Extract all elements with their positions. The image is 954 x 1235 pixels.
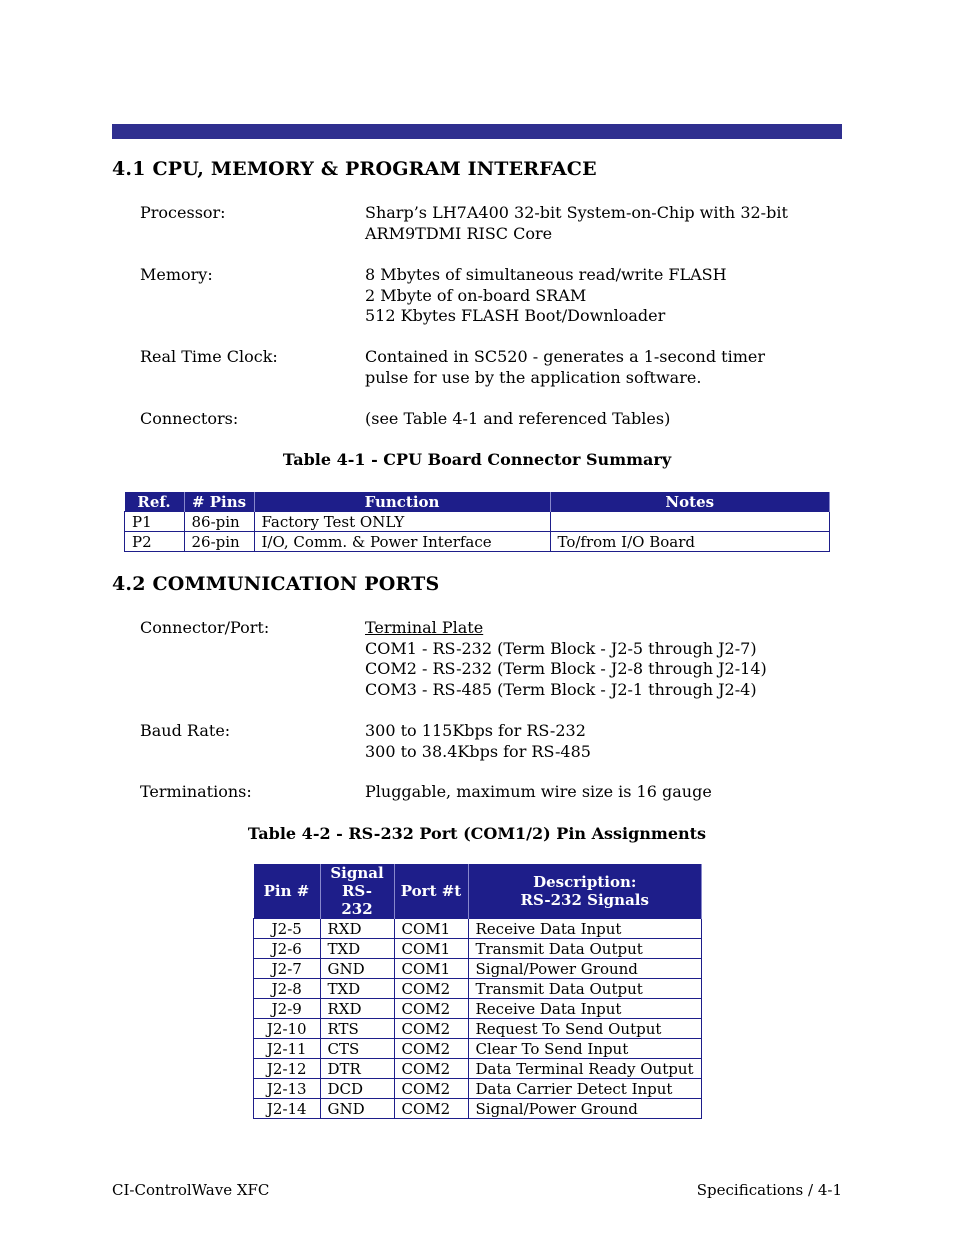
section-heading-4-1: 4.1 CPU, MEMORY & PROGRAM INTERFACE (112, 158, 597, 180)
cell-signal: GND (320, 959, 394, 979)
column-header-function: Function (254, 492, 550, 512)
spec-value-line: 512 Kbytes FLASH Boot/Downloader (365, 306, 666, 325)
table-row (254, 919, 702, 939)
cell-description: Request To Send Output (468, 1019, 702, 1039)
cell-signal: TXD (320, 939, 394, 959)
spec-value-line: Pluggable, maximum wire size is 16 gauge (365, 782, 712, 801)
column-header-pin: Pin # (254, 864, 321, 919)
cell-port: COM2 (394, 979, 468, 999)
spec-value-line: Sharp’s LH7A400 32-bit System-on-Chip with 32-bit (365, 203, 788, 222)
column-header-notes: Notes (550, 492, 830, 512)
spec-value-line: COM2 - RS-232 (Term Block - J2-8 through J2-14) (365, 659, 767, 678)
cell-ref: P1 (125, 512, 185, 532)
cell-description: Transmit Data Output (468, 979, 702, 999)
cell-port: COM2 (394, 1019, 468, 1039)
table-row (254, 979, 702, 999)
table-header-row (125, 492, 830, 512)
cell-pins: 26-pin (184, 532, 254, 552)
cell-description: Signal/Power Ground (468, 1099, 702, 1119)
footer-right: Specifications / 4-1 (696, 1181, 842, 1199)
cell-pin: J2-8 (254, 979, 321, 999)
spec-label: Connectors: (140, 409, 239, 428)
cell-signal: DTR (320, 1059, 394, 1079)
spec-label: Memory: (140, 265, 213, 284)
cell-ref: P2 (125, 532, 185, 552)
cell-signal: GND (320, 1099, 394, 1119)
cell-notes (550, 512, 830, 532)
cell-description: Data Terminal Ready Output (468, 1059, 702, 1079)
cell-description: Clear To Send Input (468, 1039, 702, 1059)
spec-value-line: 8 Mbytes of simultaneous read/write FLASH (365, 265, 727, 284)
cell-pin: J2-9 (254, 999, 321, 1019)
table-row (254, 959, 702, 979)
spec-label: Processor: (140, 203, 226, 222)
cell-signal: RXD (320, 999, 394, 1019)
cell-signal: DCD (320, 1079, 394, 1099)
table-header-row (254, 864, 702, 919)
cell-pin: J2-12 (254, 1059, 321, 1079)
column-header-pins: # Pins (184, 492, 254, 512)
column-header-ref: Ref. (125, 492, 185, 512)
table-row (254, 1059, 702, 1079)
cell-pin: J2-14 (254, 1099, 321, 1119)
table-row (254, 999, 702, 1019)
footer-left: CI-ControlWave XFC (112, 1181, 270, 1199)
spec-value-line: COM1 - RS-232 (Term Block - J2-5 through J2-7) (365, 638, 757, 658)
spec-value-line: (see Table 4-1 and referenced Tables) (365, 409, 671, 428)
pin-assignment-table (253, 864, 702, 1119)
cell-signal: RTS (320, 1019, 394, 1039)
cell-function: I/O, Comm. & Power Interface (254, 532, 550, 552)
section-header-bar (112, 124, 842, 139)
cell-pin: J2-11 (254, 1039, 321, 1059)
spec-label: Baud Rate: (140, 721, 231, 740)
cell-description: Receive Data Input (468, 919, 702, 939)
cell-description: Signal/Power Ground (468, 959, 702, 979)
column-header-description: Description: RS-232 Signals (468, 864, 702, 919)
cell-port: COM1 (394, 939, 468, 959)
cell-description: Receive Data Input (468, 999, 702, 1019)
cell-pins: 86-pin (184, 512, 254, 532)
spec-label: Real Time Clock: (140, 347, 278, 366)
table-row (254, 939, 702, 959)
spec-value-line: pulse for use by the application software. (365, 367, 702, 387)
column-header-signal: Signal RS-232 (320, 864, 394, 919)
cell-port: COM1 (394, 919, 468, 939)
cell-pin: J2-6 (254, 939, 321, 959)
spec-value-line: COM3 - RS-485 (Term Block - J2-1 through J2-4) (365, 679, 757, 699)
table-row (254, 1039, 702, 1059)
cell-signal: RXD (320, 919, 394, 939)
table-row (254, 1099, 702, 1119)
cell-port: COM1 (394, 959, 468, 979)
cell-port: COM2 (394, 1039, 468, 1059)
spec-label: Terminations: (140, 782, 252, 801)
cell-description: Transmit Data Output (468, 939, 702, 959)
table-row (254, 1079, 702, 1099)
cell-port: COM2 (394, 1059, 468, 1079)
spec-value-title: Terminal Plate (365, 618, 484, 637)
cell-pin: J2-5 (254, 919, 321, 939)
spec-label: Connector/Port: (140, 618, 270, 637)
column-header-port: Port #t (394, 864, 468, 919)
spec-value-line: 300 to 115Kbps for RS-232 (365, 721, 586, 740)
spec-value-line: 2 Mbyte of on-board SRAM (365, 285, 587, 305)
cell-signal: TXD (320, 979, 394, 999)
cell-pin: J2-13 (254, 1079, 321, 1099)
connector-summary-table (124, 492, 830, 552)
spec-value-line: 300 to 38.4Kbps for RS-485 (365, 741, 591, 761)
cell-signal: CTS (320, 1039, 394, 1059)
cell-notes: To/from I/O Board (550, 532, 830, 552)
cell-port: COM2 (394, 999, 468, 1019)
table-caption-4-2: Table 4-2 - RS-232 Port (COM1/2) Pin Assignments (247, 824, 707, 843)
cell-port: COM2 (394, 1079, 468, 1099)
spec-value-line: ARM9TDMI RISC Core (365, 223, 553, 243)
cell-description: Data Carrier Detect Input (468, 1079, 702, 1099)
table-row (254, 1019, 702, 1039)
table-row (125, 532, 830, 552)
table-caption-4-1: Table 4-1 - CPU Board Connector Summary (282, 450, 672, 469)
section-heading-4-2: 4.2 COMMUNICATION PORTS (112, 573, 440, 595)
cell-port: COM2 (394, 1099, 468, 1119)
table-row (125, 512, 830, 532)
cell-function: Factory Test ONLY (254, 512, 550, 532)
spec-value-line: Contained in SC520 - generates a 1-second timer (365, 347, 766, 366)
cell-pin: J2-10 (254, 1019, 321, 1039)
cell-pin: J2-7 (254, 959, 321, 979)
